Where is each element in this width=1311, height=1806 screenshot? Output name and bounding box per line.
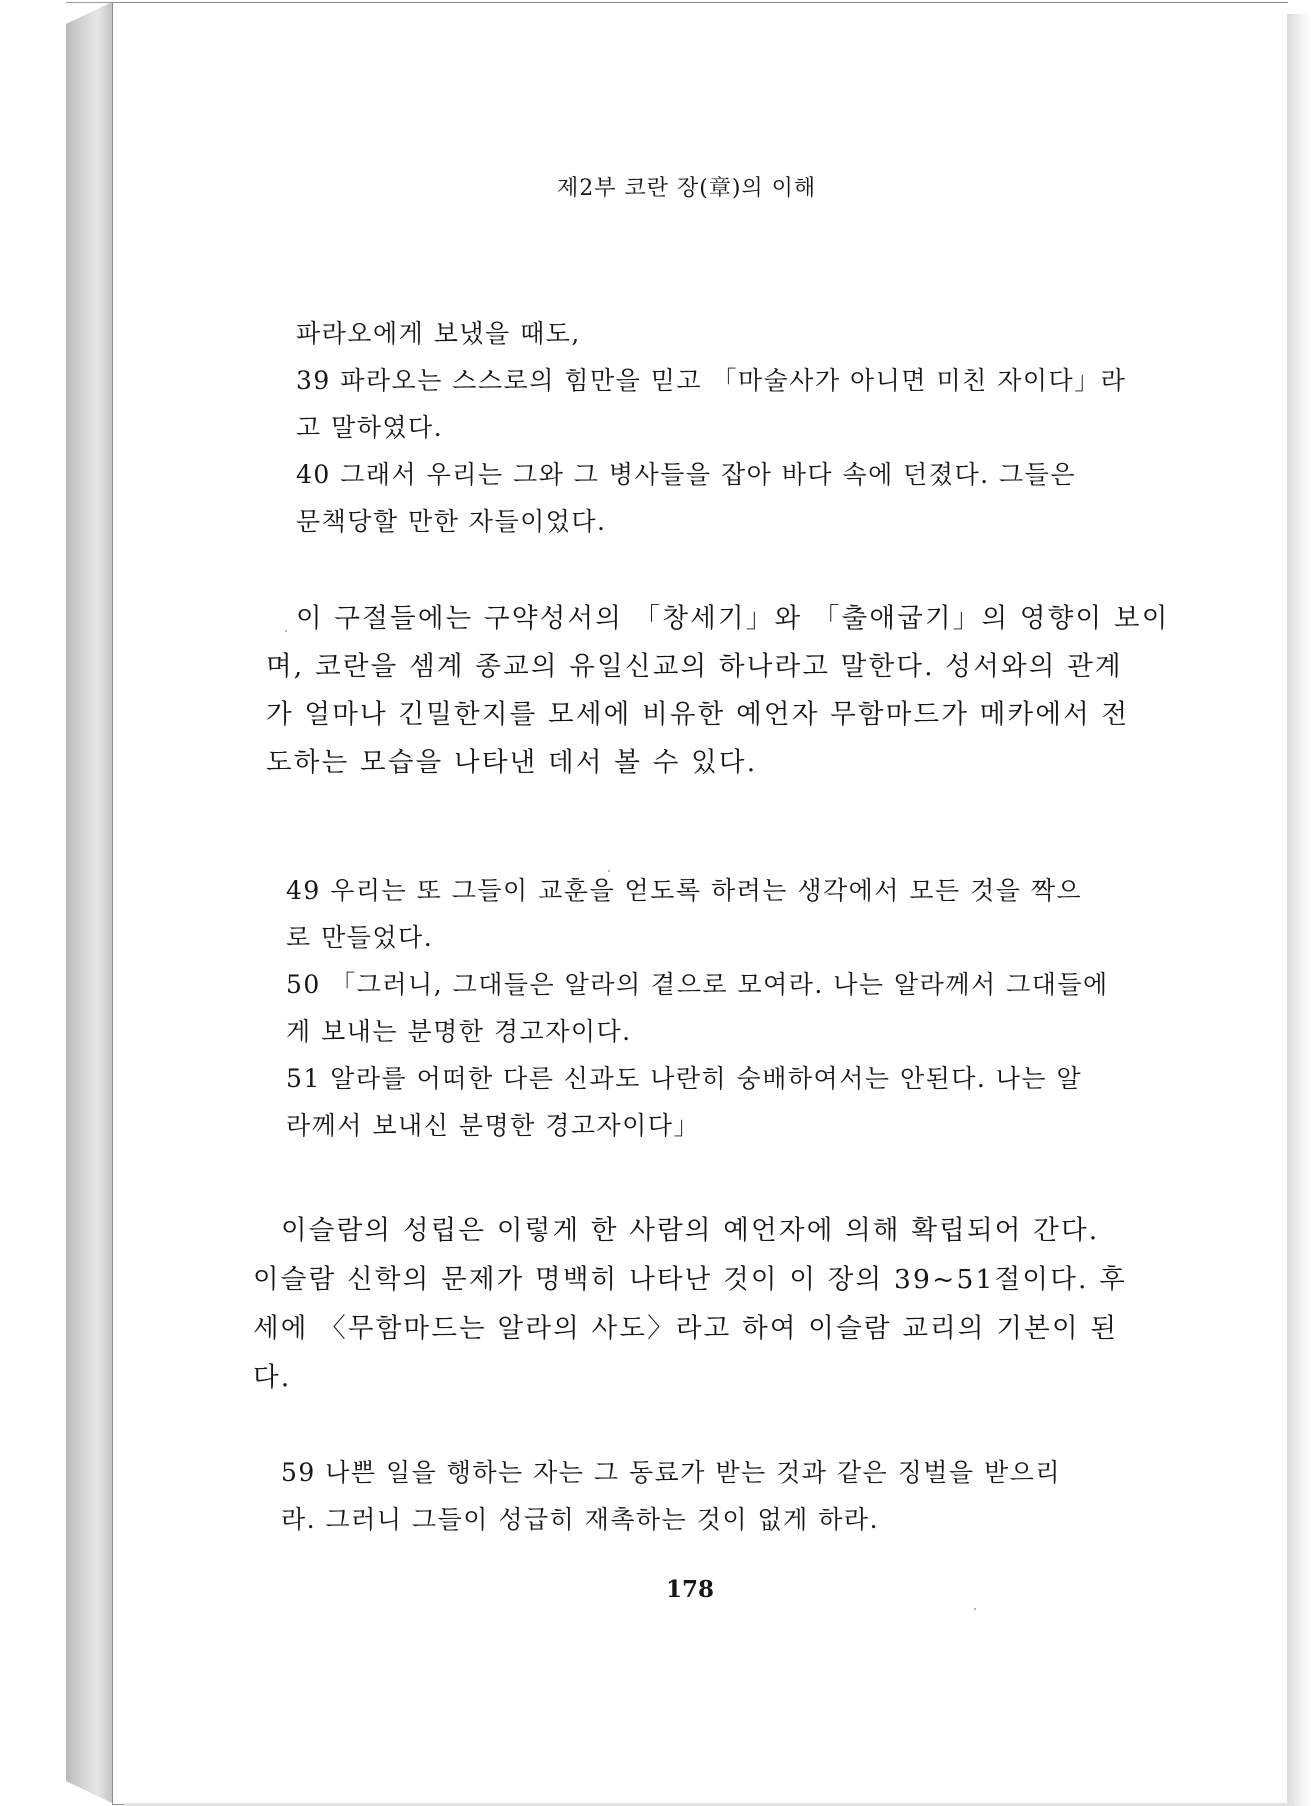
verse-line: 51 알라를 어떠한 다른 신과도 나란히 숭배하여서는 안된다. 나는 알 [286,1064,1083,1093]
verse-line: 라. 그러니 그들이 성급히 재촉하는 것이 없게 하라. [281,1505,880,1534]
verse-line: 파라오에게 보냈을 때도, [296,319,581,348]
verse-line: 50 「그러니, 그대들은 알라의 곁으로 모여라. 나는 알라께서 그대들에 [286,970,1109,999]
paragraph-line: 다. [253,1362,292,1393]
scan-speck [285,630,287,632]
paragraph-line: 도하는 모습을 나타낸 데서 볼 수 있다. [266,747,758,778]
page-shadow [1287,14,1311,1806]
verse-line: 게 보내는 분명한 경고자이다. [286,1017,632,1046]
paragraph-line: 가 얼마나 긴밀한지를 모세에 비유한 예언자 무함마드가 메카에서 전 [266,699,1130,730]
paragraph-line: 이 구절들에는 구약성서의 「창세기」와 「출애굽기」의 영향이 보이 [296,603,1170,634]
verse-line: 고 말하였다. [296,413,444,442]
book-spine [66,2,112,1803]
paragraph-line: 이슬람 신학의 문제가 명백히 나타난 것이 이 장의 39~51절이다. 후 [253,1264,1128,1295]
verse-line: 문책당할 만한 자들이었다. [296,507,607,536]
verse-line: 로 만들었다. [286,923,434,952]
verse-line: 40 그래서 우리는 그와 그 병사들을 잡아 바다 속에 던졌다. 그들은 [296,460,1076,489]
page-number: 178 [666,1576,715,1603]
scan-speck [608,870,610,872]
verse-line: 라께서 보내신 분명한 경고자이다」 [286,1111,700,1140]
scan-speck [974,1608,976,1610]
verse-line: 49 우리는 또 그들이 교훈을 얻도록 하려는 생각에서 모든 것을 짝으 [286,876,1083,905]
running-header: 제2부 코란 장(章)의 이해 [557,176,817,201]
paragraph-line: 이슬람의 성립은 이렇게 한 사람의 예언자에 의해 확립되어 간다. [281,1215,1100,1246]
verse-line: 39 파라오는 스스로의 힘만을 믿고 「마술사가 아니면 미친 자이다」라 [296,366,1127,395]
paragraph-line: 며, 코란을 셈계 종교의 유일신교의 하나라고 말한다. 성서와의 관계 [266,651,1123,682]
paragraph-line: 세에 〈무함마드는 알라의 사도〉라고 하여 이슬람 교리의 기본이 된 [253,1313,1119,1344]
verse-line: 59 나쁜 일을 행하는 자는 그 동료가 받는 것과 같은 징벌을 받으리 [281,1458,1061,1487]
